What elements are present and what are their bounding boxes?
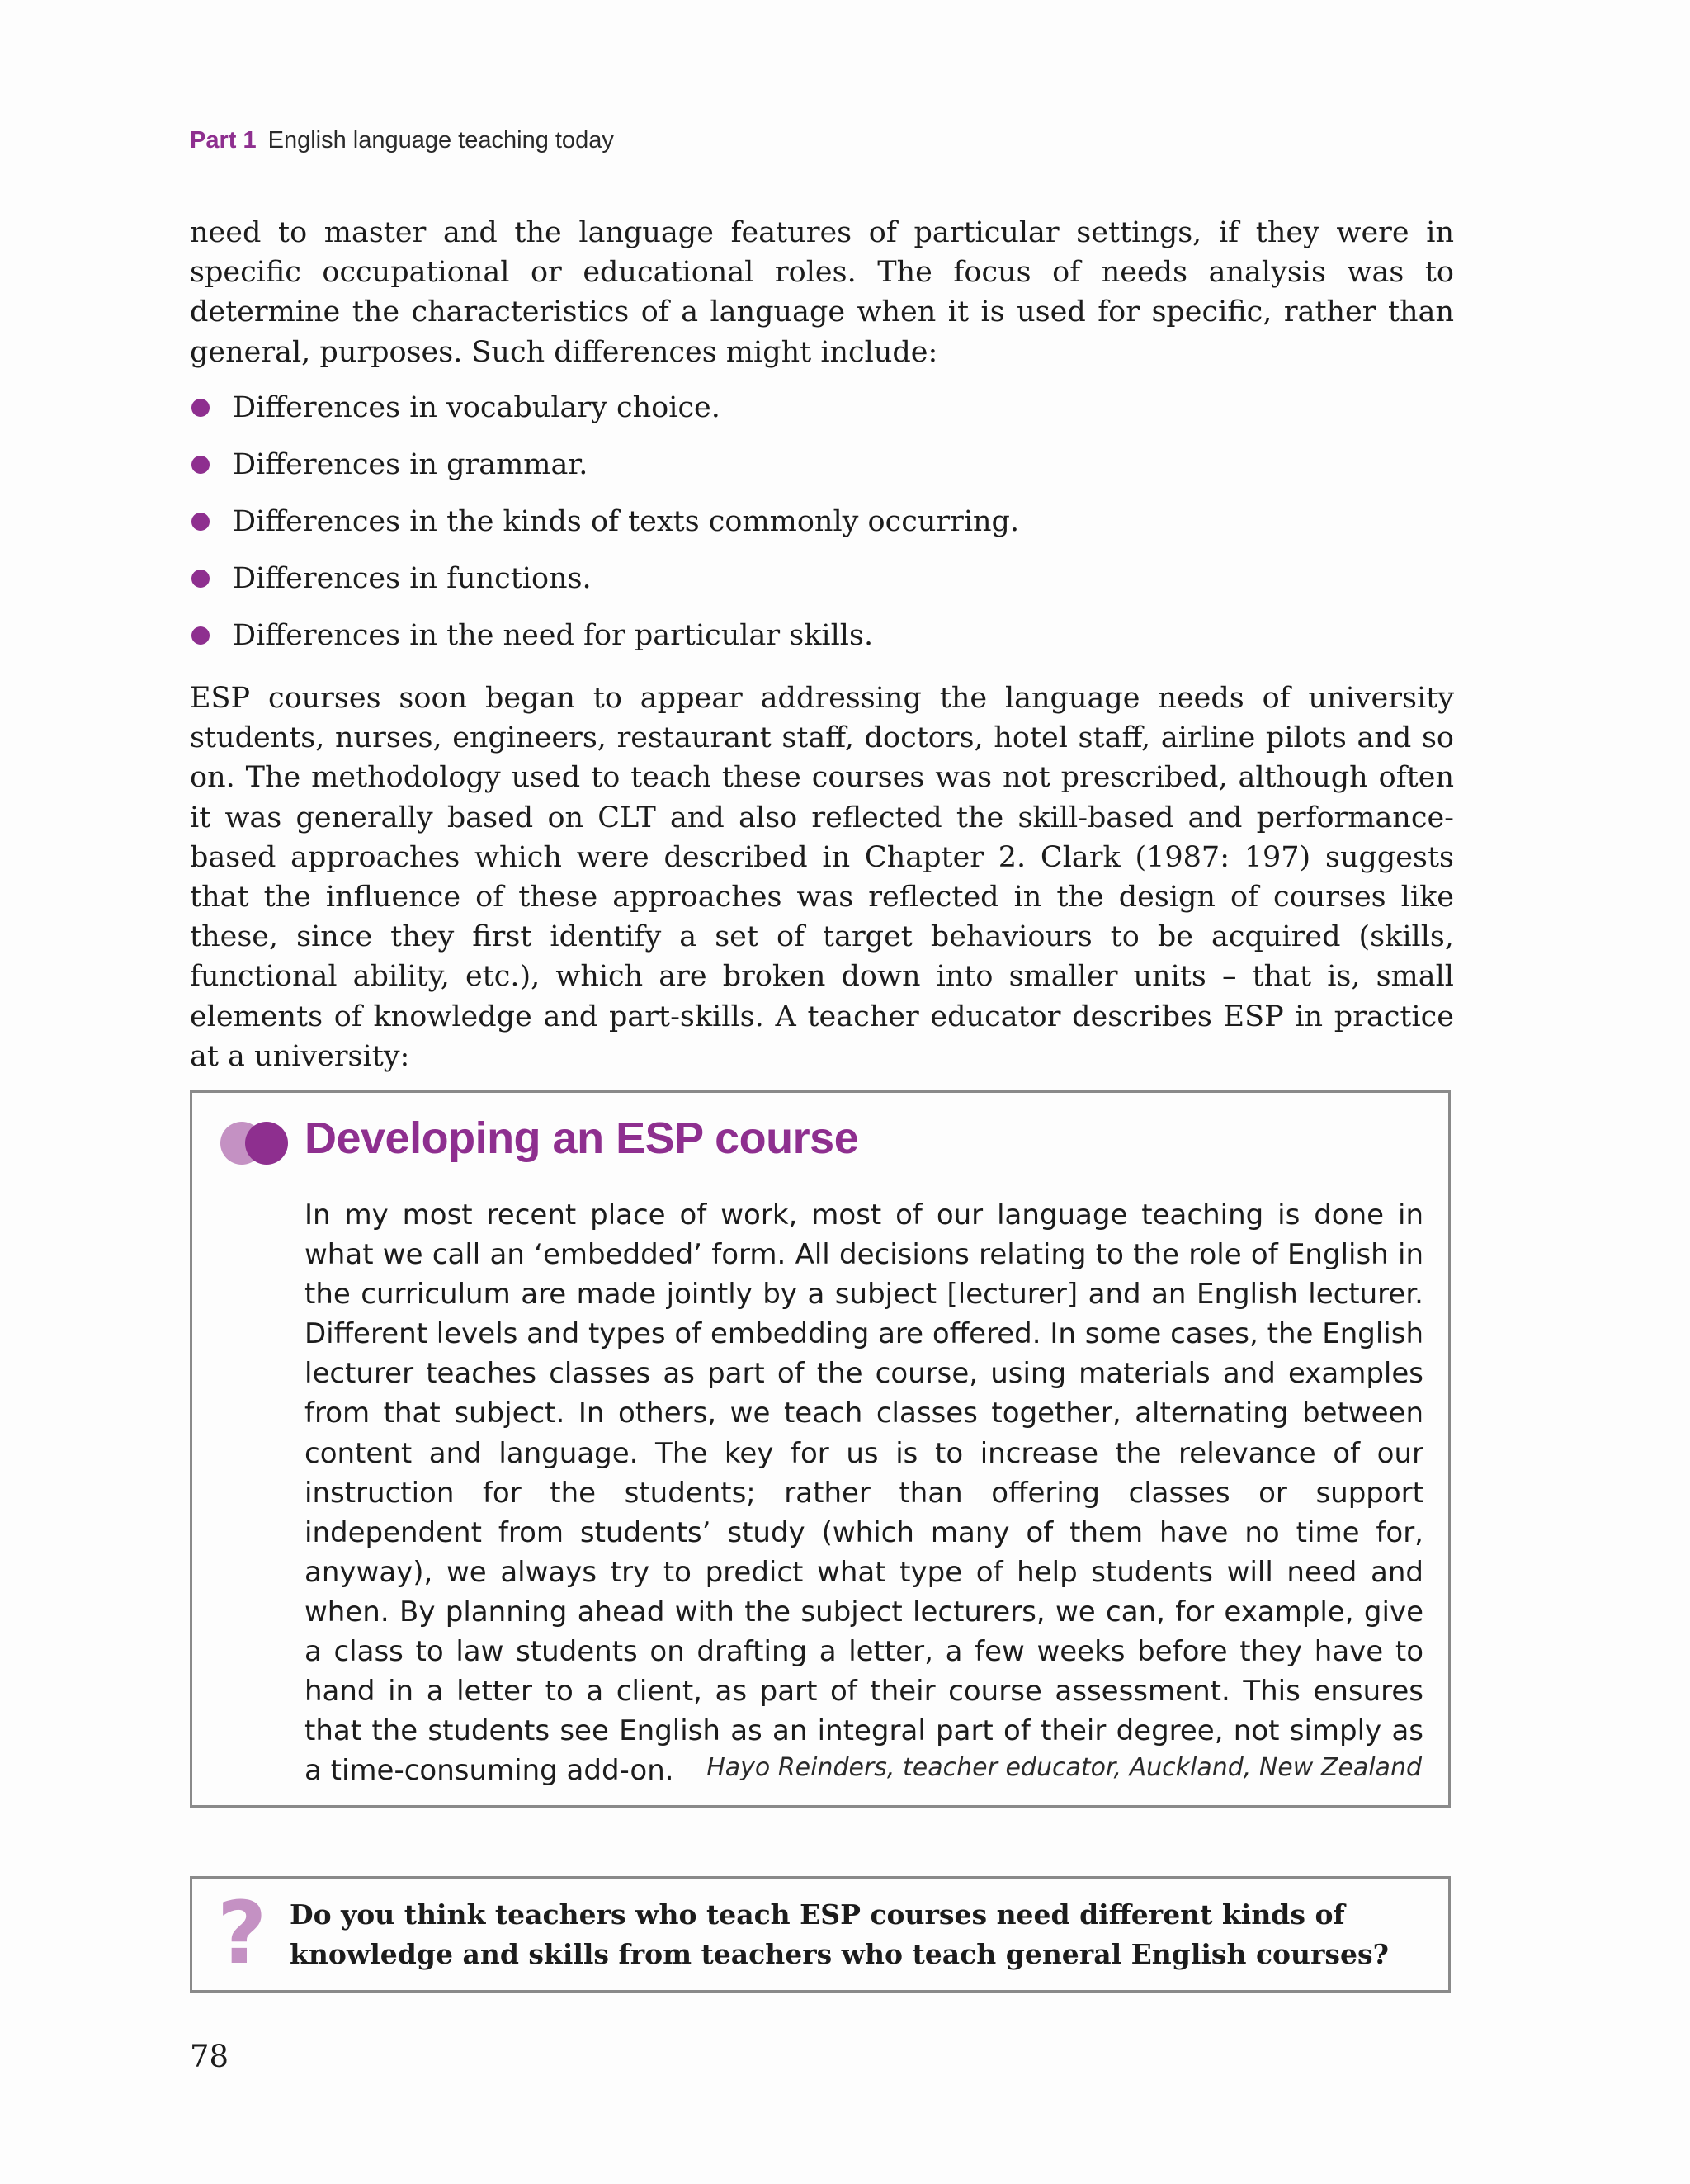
list-item <box>190 388 1454 445</box>
reflection-question-box <box>190 1876 1451 1993</box>
list-item <box>190 616 1454 673</box>
bullet-icon <box>191 456 210 474</box>
case-study-title: Developing an ESP course <box>304 1113 859 1163</box>
bullet-icon <box>191 626 210 645</box>
question-mark-icon: ? <box>217 1883 267 1983</box>
bullet-icon <box>191 513 210 531</box>
paragraph-esp-courses: ESP courses soon began to appear addressing the language needs of university students, nurses, engineers, restaurant staff, doctors, hotel staff, airline pilots and so on. The methodology used to teach these courses was not prescribed, although often it was generally based on CLT and also reflected the skill-based and performance-based approaches which were described in Chapter 2. Clark (1987: 197) suggests that the influence of these approaches was reflected in the design of courses like these, since they first identify a set of target behaviours to be acquired (skills, functional ability, etc.), which are broken down into smaller units – that is, small elements of knowledge and part-skills. A teacher educator describes ESP in practice at a university: <box>190 682 1454 1073</box>
running-head-title: English language teaching today <box>267 127 614 154</box>
list-item-text: Differences in the need for particular skills. <box>233 619 874 652</box>
list-item-text: Differences in grammar. <box>233 448 588 481</box>
overlapping-circles-icon <box>220 1122 288 1165</box>
list-item-text: Differences in vocabulary choice. <box>233 391 720 424</box>
list-item <box>190 559 1454 616</box>
case-study-attribution: Hayo Reinders, teacher educator, Auckland, New Zealand <box>706 1753 1422 1782</box>
running-head <box>190 127 614 154</box>
bullet-icon <box>191 570 210 588</box>
paragraph-intro: need to master and the language features of particular settings, if they were in specific occupational or educational roles. The focus of needs analysis was to determine the characteristics of a language when it is used for specific, rather than general, purposes. Such differences might include: <box>190 216 1454 369</box>
list-item <box>190 502 1454 559</box>
reflection-question-text: Do you think teachers who teach ESP courses need different kinds of knowledge and skills from teachers who teach general English courses? <box>290 1898 1389 1970</box>
list-item-text: Differences in the kinds of texts commonly occurring. <box>233 505 1020 538</box>
differences-list <box>190 388 1454 673</box>
bullet-icon <box>191 399 210 417</box>
list-item <box>190 445 1454 502</box>
case-study-text: In my most recent place of work, most of our language teaching is done in what we call an ‘embedded’ form. All decisions relating to the role of English in the curriculum are made jointly by a subject [lecturer] and an English lecturer. Different levels and types of embedding are offered. In some cases, the English lecturer teaches classes as part of the course, using materials and examples from that subject. In others, we teach classes together, alternating between content and language. The key for us is to increase the relevance of our instruction for the students; rather than offering classes or support independent from students’ study (which many of them have no time for, anyway), we always try to predict what type of help students will need and when. By planning ahead with the subject lecturers, we can, for example, give a class to law students on drafting a letter, a few weeks before they have to hand in a letter to a client, as part of their course assessment. This ensures that the students see English as an integral part of their degree, not simply as a time-consuming add-on. <box>304 1198 1423 1788</box>
part-label: Part 1 <box>190 127 257 154</box>
case-study-box <box>190 1090 1451 1808</box>
list-item-text: Differences in functions. <box>233 562 592 595</box>
page-number: 78 <box>190 2039 229 2074</box>
